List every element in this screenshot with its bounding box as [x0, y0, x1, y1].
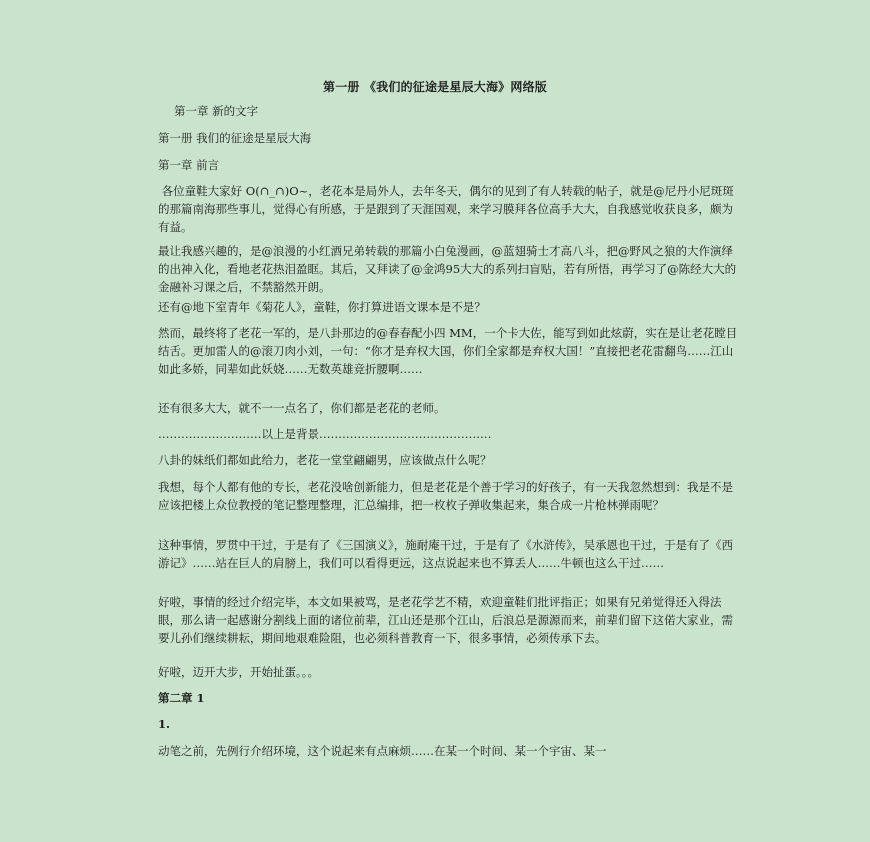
paragraph-text: 这种事情，罗贯中干过，于是有了《三国演义》，施耐庵干过，于是有了《水浒传》，吴承恩也干过，于是有了《西游记》……站在巨人的肩膀上，我们可以看得更远，这点说起来也不算丢人……牛顿也这么干过……: [158, 538, 733, 570]
paragraph-text: 各位童鞋大家好 O(∩_∩)O~，老花本是局外人，去年冬天，偶尔的见到了有人转载的帖子，就是@尼丹小尼斑斑的那篇南海那些事儿，觉得心有所感，于是跟到了天涯国观，来学习膜拜各位高手大大，自我感觉收获良多，颇为有益。: [158, 184, 734, 234]
paragraph: [158, 536, 742, 572]
paragraph: [158, 451, 742, 469]
preface-heading: 第一章 前言: [158, 158, 220, 172]
separator-line: ………………………以上是背景………………………………………: [158, 427, 492, 441]
chapter-two-heading: 第二章 1: [158, 691, 205, 705]
paragraph: [158, 399, 742, 417]
paragraph-text: 好啦，迈开大步，开始扯蛋。。。: [158, 665, 319, 679]
paragraph-text: 动笔之前，先例行介绍环境，这个说起来有点麻烦……在某一个时间、某一个宇宙、某一: [158, 744, 607, 758]
paragraph: [158, 742, 742, 760]
paragraph-text: 还有@地下室青年《菊花人》，童鞋，你打算进语文课本是不是？: [158, 300, 486, 314]
paragraph-text: 我想，每个人都有他的专长，老花没啥创新能力，但是老花是个善于学习的好孩子，有一天我忽然想到：我是不是应该把楼上众位教授的笔记整理整理，汇总编排，把一枚枚子弹收集起来，集合成一片枪林弹雨呢？: [158, 480, 733, 512]
volume-line: 第一册 我们的征途是星辰大海: [158, 131, 312, 145]
paragraph: [158, 593, 742, 647]
paragraph: [158, 242, 742, 296]
section-number: 1.: [158, 717, 171, 731]
paragraph-text: 好啦，事情的经过介绍完毕，本文如果被骂，是老花学艺不精，欢迎童鞋们批评指正；如果有兄弟觉得还入得法眼，那么请一起感谢分割线上面的诸位前辈，江山还是那个江山，后浪总是源源而来，前辈们留下这偌大家业，需要儿孙们继续耕耘，期间地艰难险阻，也必须科普教育一下，很多事情，必须传承下去。: [158, 595, 733, 645]
document-title: 第一册 《我们的征途是星辰大海》网络版: [323, 80, 547, 94]
chapter-heading: 第一章 新的文字: [174, 104, 259, 118]
paragraph: [158, 298, 742, 316]
paragraph: [158, 478, 742, 514]
paragraph: [158, 324, 742, 378]
paragraph-text: 然而，最终将了老花一军的，是八卦那边的@春春配小四 MM，一个卡大佐，能写到如此炫蔚，实在是让老花瞠目结舌。更加雷人的@滚刀肉小刘，一句：“你才是弃权大国，你们全家都是弃权大国！”直接把老花雷翻鸟……江山如此多娇，同辈如此妖娆……无数英雄竞折腰啊……: [158, 326, 738, 376]
paragraph: [158, 663, 742, 681]
paragraph: [158, 182, 742, 236]
paragraph-text: 还有很多大大，就不一一点名了，你们都是老花的老师。: [158, 401, 446, 415]
paragraph-text: 八卦的妹纸们都如此给力，老花一堂堂翩翩男，应该做点什么呢？: [158, 453, 492, 467]
paragraph-text: 最让我感兴趣的，是@浪漫的小红酒兄弟转载的那篇小白兔漫画，@蓝翅骑士才高八斗，把@野风之狼的大作演绎的出神入化，看地老花热泪盈眶。其后，又拜读了@金鸿95大大的系列扫盲贴，若有所悟，再学习了@陈经大大的金融补习课之后，不禁豁然开朗。: [158, 244, 737, 294]
